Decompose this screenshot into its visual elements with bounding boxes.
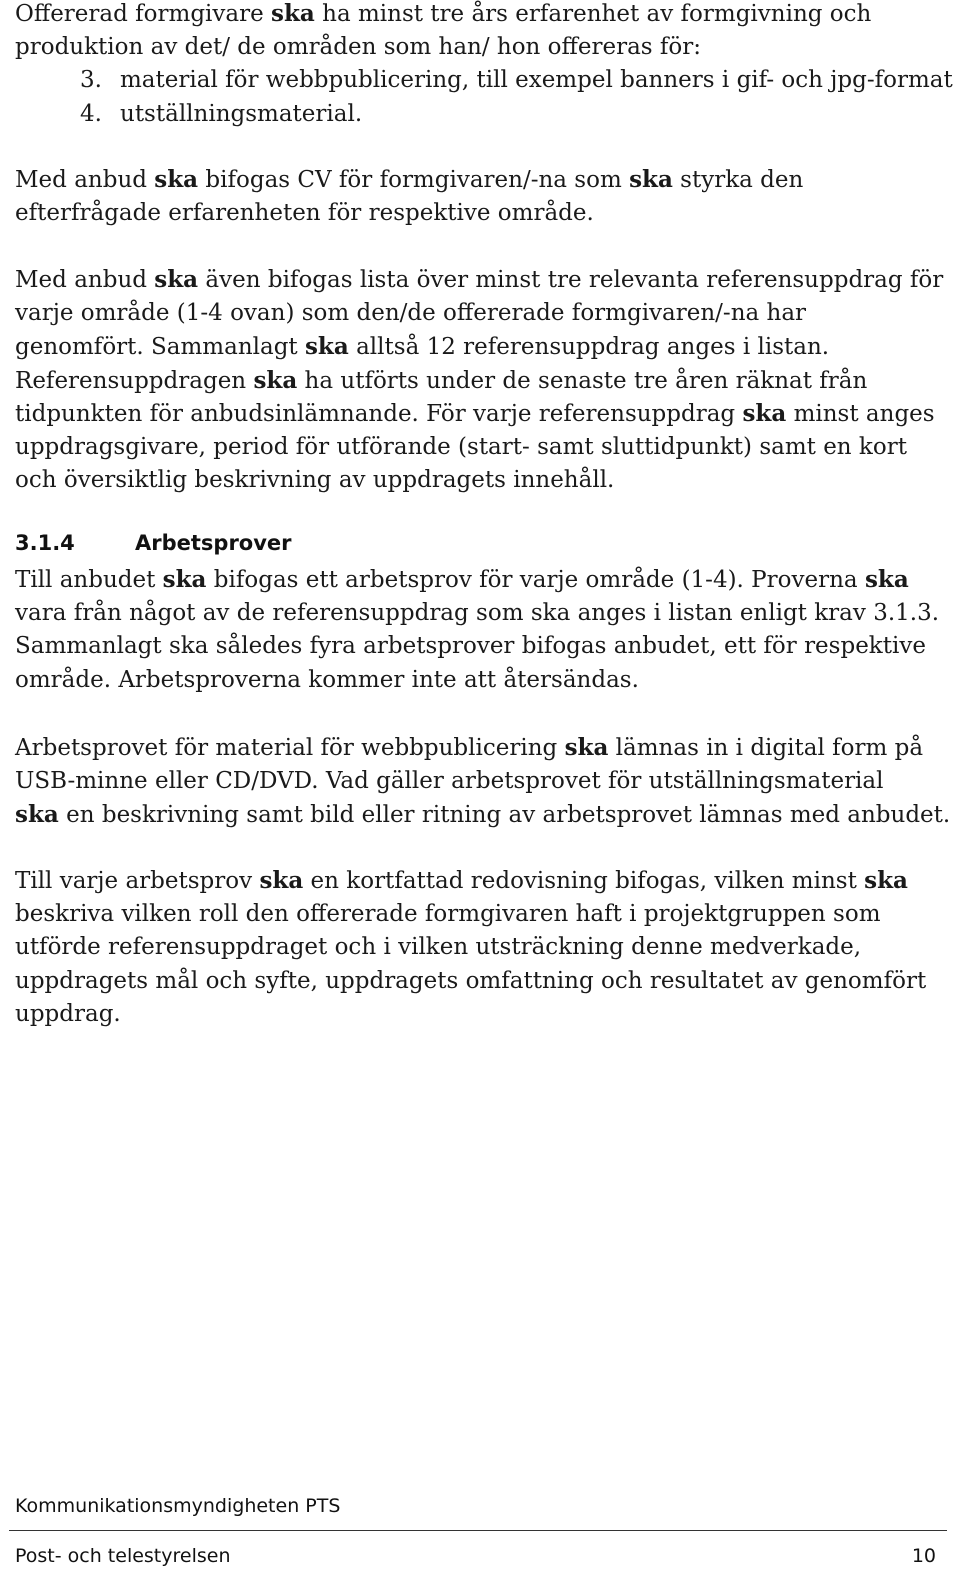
paragraph-cv-requirement: [15, 163, 950, 230]
text-line: utförde referensuppdraget och i vilken utsträckning denne medverkade,: [15, 934, 862, 960]
text-line: ska en beskrivning samt bild eller ritning av arbetsprovet lämnas med anbudet.: [15, 801, 951, 828]
text-line: och översiktlig beskrivning av uppdragets innehåll.: [15, 467, 615, 493]
text-line: uppdragets mål och syfte, uppdragets omfattning och resultatet av genomfört: [15, 967, 927, 994]
text-line: Arbetsprovet för material för webbpublicering ska lämnas in i digital form på: [15, 734, 924, 761]
emphasis-ska: ska: [564, 734, 609, 761]
section-heading: [15, 528, 292, 558]
list-number: 4.: [80, 100, 102, 127]
text-line: Med anbud ska även bifogas lista över minst tre relevanta referensuppdrag för: [15, 266, 944, 293]
text-line: Till varje arbetsprov ska en kortfattad redovisning bifogas, vilken minst ska: [15, 867, 908, 894]
text-line: beskriva vilken roll den offererade formgivaren haft i projektgruppen som: [15, 900, 881, 927]
list-item-text: material för webbpublicering, till exempel banners i gif- och jpg-format: [120, 67, 953, 93]
text-line: uppdragsgivare, period för utförande (start- samt sluttidpunkt) samt en kort: [15, 433, 907, 460]
text-line: USB-minne eller CD/DVD. Vad gäller arbetsprovet för utställningsmaterial: [15, 767, 884, 794]
paragraph-work-samples: [15, 563, 950, 697]
section-title: Arbetsprover: [135, 531, 292, 555]
footer-organization: Kommunikationsmyndigheten PTS: [15, 1495, 341, 1517]
emphasis-ska: ska: [15, 801, 59, 828]
text-line: varje område (1-4 ovan) som den/de offererade formgivaren/-na har: [15, 299, 807, 326]
section-number: 3.1.4: [15, 531, 75, 555]
text-line: Offererad formgivare ska ha minst tre års erfarenhet av formgivning och: [15, 0, 872, 27]
text-line: Till anbudet ska bifogas ett arbetsprov för varje område (1-4). Proverna ska: [15, 566, 909, 593]
list-item: [15, 64, 953, 98]
text-line: efterfrågade erfarenheten för respektive område.: [15, 199, 594, 226]
emphasis-ska: ska: [742, 400, 787, 427]
text-line: Sammanlagt ska således fyra arbetsprover bifogas anbudet, ett för respektive: [15, 633, 926, 659]
emphasis-ska: ska: [304, 333, 349, 360]
emphasis-ska: ska: [864, 867, 908, 894]
paragraph-submission-format: [15, 731, 950, 832]
emphasis-ska: ska: [271, 0, 315, 27]
paragraph-sample-report: [15, 864, 950, 1032]
text-line: uppdrag.: [15, 1001, 121, 1027]
emphasis-ska: ska: [259, 867, 304, 894]
text-line: Referensuppdragen ska ha utförts under de senaste tre åren räknat från: [15, 366, 868, 394]
emphasis-ska: ska: [154, 166, 199, 193]
emphasis-ska: ska: [162, 566, 207, 593]
emphasis-ska: ska: [253, 366, 298, 394]
footer-divider: [9, 1530, 947, 1531]
list-item-text: utställningsmaterial.: [120, 100, 363, 127]
footer-publisher: Post- och telestyrelsen: [15, 1545, 231, 1567]
text-line: Med anbud ska bifogas CV för formgivaren/-na som ska styrka den: [15, 166, 804, 193]
emphasis-ska: ska: [864, 566, 909, 593]
emphasis-ska: ska: [629, 166, 673, 193]
page-number: 10: [911, 1545, 936, 1567]
emphasis-ska: ska: [154, 266, 199, 293]
list-item: [15, 98, 950, 132]
text-line: produktion av det/ de områden som han/ hon offereras för:: [15, 33, 702, 60]
text-line: genomfört. Sammanlagt ska alltså 12 referensuppdrag anges i listan.: [15, 333, 830, 360]
paragraph-experience-requirement: [15, 0, 953, 131]
list-number: 3.: [80, 67, 102, 93]
text-line: vara från något av de referensuppdrag som ska anges i listan enligt krav 3.1.3.: [15, 599, 940, 626]
paragraph-reference-list: [15, 263, 950, 498]
text-line: tidpunkten för anbudsinlämnande. För varje referensuppdrag ska minst anges: [15, 400, 935, 427]
text-line: område. Arbetsproverna kommer inte att återsändas.: [15, 666, 639, 693]
